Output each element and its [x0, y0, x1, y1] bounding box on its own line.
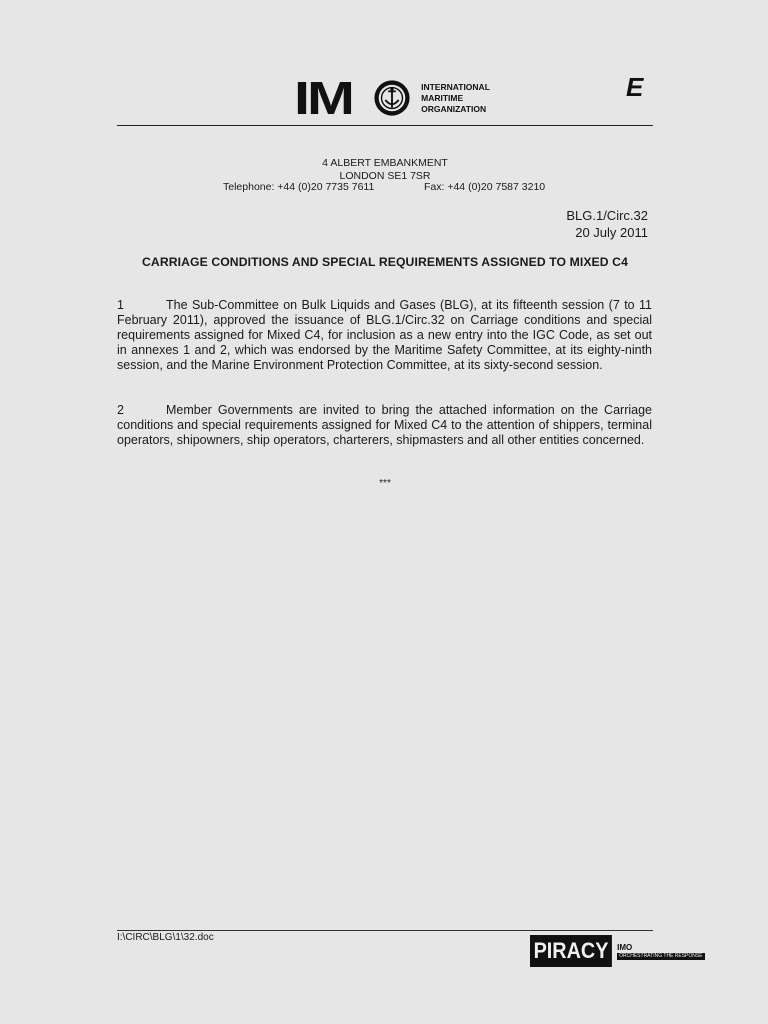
org-line: MARITIME [421, 92, 464, 103]
paragraph-2 [117, 403, 652, 448]
paragraph-number: 1 [117, 298, 124, 312]
address-line: 4 ALBERT EMBANKMENT [322, 157, 448, 169]
piracy-tagline: ORCHESTRATING THE RESPONSE [619, 952, 703, 959]
document-date: 20 July 2011 [575, 225, 648, 240]
paragraph-1 [117, 298, 652, 373]
paragraph-text: Member Governments are invited to bring the attached information on the Carriage conditions and special requirements assigned for Mixed C4 to the attention of shippers, terminal operators, shipowners, ship operators, charterers, shipmasters and all other entities concerned. [117, 403, 652, 447]
footer-divider [117, 930, 653, 931]
address-line: LONDON SE1 7SR [339, 169, 431, 182]
telephone-number: Telephone: +44 (0)20 7735 7611 [223, 181, 375, 193]
document-reference [566, 207, 648, 241]
imo-logo [294, 72, 490, 124]
org-line: ORGANIZATION [421, 103, 487, 114]
paragraph-number: 2 [117, 403, 124, 417]
piracy-wordmark: PIRACY [530, 935, 612, 967]
end-separator: *** [379, 478, 391, 489]
piracy-campaign-logo [530, 935, 703, 967]
language-marker: E [626, 72, 644, 102]
address-block [117, 157, 653, 182]
org-line: INTERNATIONAL [421, 81, 490, 92]
header-divider [117, 125, 653, 126]
piracy-org: IMO [617, 942, 633, 952]
imo-emblem-icon [373, 79, 411, 117]
organization-name [421, 82, 490, 115]
imo-logo-letters [294, 72, 353, 124]
document-symbol: BLG.1/Circ.32 [566, 208, 648, 223]
document-title: CARRIAGE CONDITIONS AND SPECIAL REQUIREMENTS ASSIGNED TO MIXED C4 [142, 255, 628, 269]
logo-letter-i: I [294, 72, 308, 124]
fax-number: Fax: +44 (0)20 7587 3210 [424, 181, 546, 193]
file-path: I:\CIRC\BLG\1\32.doc [117, 932, 214, 943]
paragraph-text: The Sub-Committee on Bulk Liquids and Gases (BLG), at its fifteenth session (7 to 11 February 2011), approved the issuance of BLG.1/Circ.32 on Carriage conditions and special requirements assigned for Mixed C4, for inclusion as a new entry into the IGC Code, as set out in annexes 1 and 2, which was endorsed by the Maritime Safety Committee, at its eighty-ninth session, and the Marine Environment Protection Committee, at its sixty-second session. [117, 298, 652, 372]
logo-letter-m: M [306, 72, 353, 124]
piracy-side-panel [617, 942, 703, 960]
